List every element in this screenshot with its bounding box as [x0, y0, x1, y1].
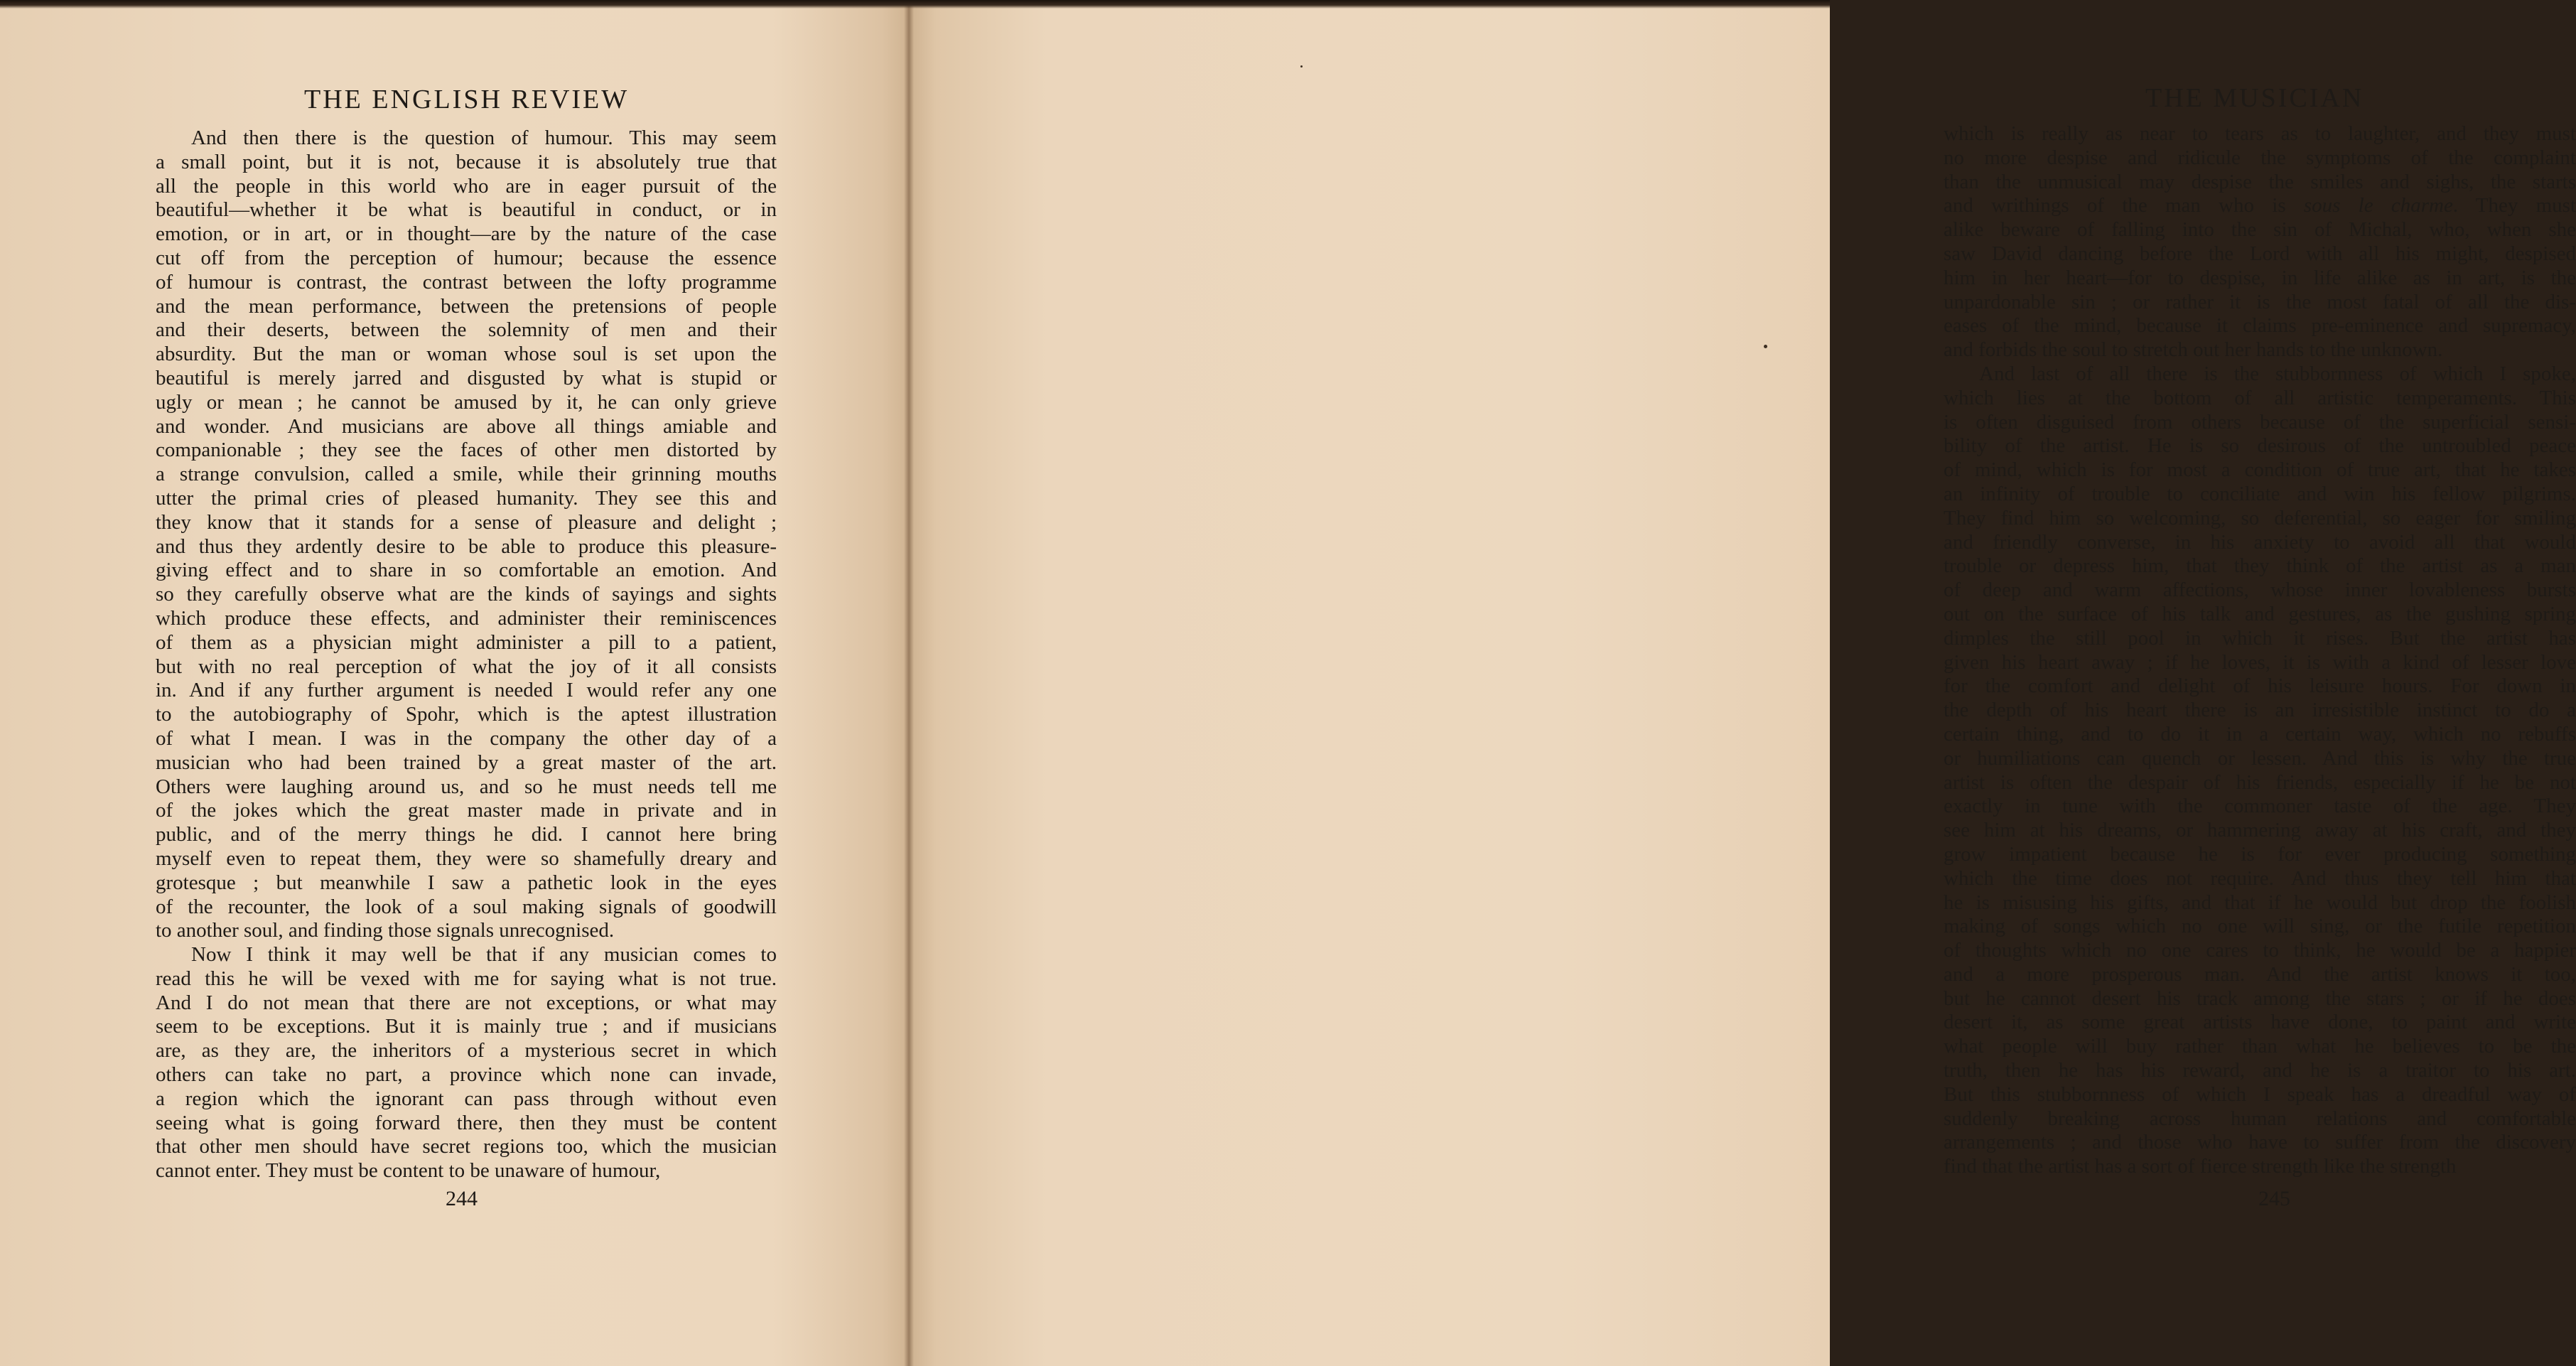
text-line: dimples the still pool in which it rises. But the artist has [1944, 626, 2576, 650]
text-line: seeing what is going forward there, then they must be content [156, 1111, 777, 1134]
text-line: to another soul, and finding those signals unrecognised. [156, 919, 615, 942]
text-line: And then there is the question of humour. This may seem [191, 127, 777, 149]
text-line: eases of the mind, because it claims pre-eminence and supremacy, [1944, 314, 2576, 338]
text-line: an infinity of trouble to conciliate and win his fellow pilgrims. [1944, 482, 2576, 505]
text-line: him in her heart—for to despise, in life alike as in art, is the [1944, 266, 2576, 289]
text-line: and the mean performance, between the pretensions of people [156, 294, 777, 318]
text-line: suddenly breaking across human relations and comfortable [1944, 1107, 2576, 1130]
text-line: no more despise and ridicule the symptoms of the complaint [1944, 146, 2576, 169]
text-line: to the autobiography of Spohr, which is the aptest illustration [156, 703, 777, 726]
text-line: in. And if any further argument is needed I would refer any one [156, 679, 777, 702]
italic-phrase: sous le charme [2303, 194, 2453, 217]
text-line: all the people in this world who are in eager pursuit of the [156, 174, 777, 198]
text-line: out on the surface of his talk and gestures, as the gushing spring [1944, 602, 2576, 625]
text-line: and thus they ardently desire to be able to produce this pleasure- [156, 534, 777, 558]
running-head-left: THE ENGLISH REVIEW [304, 85, 630, 114]
text-line: which produce these effects, and administer their reminiscences [156, 606, 777, 630]
left-text-column [156, 127, 777, 1183]
text-line: ugly or mean ; he cannot be amused by it, he can only grieve [156, 390, 777, 414]
text-line: than the unmusical may despise the smiles and sighs, the starts [1944, 170, 2576, 193]
text-line: They find him so welcoming, so deferential, so eager for smiling [1944, 506, 2576, 529]
text-line: utter the primal cries of pleased humanity. They see this and [156, 486, 777, 510]
text-line: and forbids the soul to stretch out her hands to the unknown. [1944, 338, 2443, 362]
top-edge-shadow [0, 0, 1830, 9]
text-line: they know that it stands for a sense of pleasure and delight ; [156, 510, 777, 534]
text-line: of what I mean. I was in the company the other day of a [156, 726, 777, 750]
text-line: a small point, but it is not, because it is absolutely true that [156, 150, 777, 173]
text-line: but he cannot desert his track among the stars ; or if he does [1944, 986, 2576, 1010]
text-line: making of songs which no one will sing, or the futile repetition [1944, 915, 2576, 938]
text-line: others can take no part, a province which none can invade, [156, 1063, 777, 1087]
text-line: of thoughts which no one cares to think, he would be a happier [1944, 939, 2576, 962]
text-line: unpardonable sin ; or rather it is the most fatal of all the dis- [1944, 290, 2576, 313]
text-line: and a more prosperous man. And the artist knows it too, [1944, 962, 2576, 986]
text-line: beautiful is merely jarred and disgusted by what is stupid or [156, 366, 777, 389]
text-line: cannot enter. They must be content to be unaware of humour, [156, 1159, 661, 1183]
text-line: and friendly converse, in his anxiety to avoid all that would [1944, 530, 2576, 554]
text-line: are, as they are, the inheritors of a mysterious secret in which [156, 1039, 777, 1063]
text-line: a strange convulsion, called a smile, while their grinning mouths [156, 463, 777, 486]
text-line: he is misusing his gifts, and that if he would but drop the foolish [1944, 891, 2576, 914]
text-line: and wonder. And musicians are above all things amiable and [156, 414, 777, 438]
text-line: seem to be exceptions. But it is mainly true ; and if musicians [156, 1015, 777, 1038]
running-head-right: THE MUSICIAN [2145, 83, 2364, 113]
text-line: the depth of his heart there is an irresistible instinct to do a [1944, 699, 2576, 722]
text-line: is often disguised from others because of the superficial sensi- [1944, 410, 2576, 434]
book-gutter [904, 0, 914, 1366]
text-line: for the comfort and delight of his leisure hours. For down in [1944, 674, 2576, 698]
text-line: emotion, or in art, or in thought—are by the nature of the case [156, 222, 777, 246]
text-line: alike beware of falling into the sin of Michal, who, when she [1944, 218, 2576, 242]
page-number-left: 244 [446, 1187, 478, 1210]
text-line: that other men should have secret regions too, which the musician [156, 1135, 777, 1158]
text-line: exactly in tune with the commoner taste of the age. They [1944, 795, 2576, 818]
text-line: and writhings of the man who is sous le charme. They must [1944, 194, 2576, 217]
text-line: truth, then he has his reward, and he is a traitor to his art. [1944, 1059, 2576, 1082]
text-line: beautiful—whether it be what is beautiful in conduct, or in [156, 198, 777, 222]
text-line: and their deserts, between the solemnity of men and their [156, 318, 777, 342]
text-line: which lies at the bottom of all artistic temperaments. This [1944, 386, 2576, 409]
text-line: absurdity. But the man or woman whose soul is set upon the [156, 343, 777, 366]
paper-speck [1764, 345, 1767, 348]
left-page [0, 0, 909, 1366]
text-line: And I do not mean that there are not exceptions, or what may [156, 991, 777, 1014]
text-line: of mind, which is for most a condition of true art, that he takes [1944, 458, 2576, 482]
paper-speck [1300, 65, 1303, 68]
text-line: of humour is contrast, the contrast between the lofty programme [156, 270, 777, 294]
text-line: Now I think it may well be that if any musician comes to [191, 943, 777, 967]
page-number-right: 245 [2258, 1187, 2290, 1210]
right-text-column [1944, 122, 2576, 1179]
text-line: which is really as near to tears as to laughter, and they must [1944, 122, 2576, 145]
text-line: but with no real perception of what the joy of it all consists [156, 655, 777, 678]
text-line: But this stubbornness of which I speak has a dreadful way of [1944, 1082, 2576, 1106]
text-line: giving effect and to share in so comfortable an emotion. And [156, 559, 777, 582]
text-line: what people will buy rather than what he believes to be the [1944, 1035, 2576, 1058]
text-line: of them as a physician might administer a pill to a patient, [156, 630, 777, 654]
text-line: of the recounter, the look of a soul making signals of goodwill [156, 895, 777, 918]
text-line: bility of the artist. He is so desirous of the untroubled peace [1944, 434, 2576, 458]
text-line: public, and of the merry things he did. I cannot here bring [156, 823, 777, 846]
text-line: of the jokes which the great master made in private and in [156, 799, 777, 822]
text-line: grow impatient because he is for ever producing something [1944, 842, 2576, 866]
text-line: cut off from the perception of humour; because the essence [156, 246, 777, 269]
text-line: which the time does not require. And thus they tell him that [1944, 866, 2576, 890]
right-page [909, 0, 2576, 1366]
text-line: trouble or depress him, that they think of the artist as a man [1944, 554, 2576, 578]
text-line: myself even to repeat them, they were so shamefully dreary and [156, 846, 777, 870]
text-line: read this he will be vexed with me for saying what is not true. [156, 967, 777, 990]
text-line: saw David dancing before the Lord with all his might, despised [1944, 242, 2576, 265]
text-line: or humiliations can quench or lessen. And this is why the true [1944, 746, 2576, 770]
text-line: see him at his dreams, or hammering away at his craft, and they [1944, 819, 2576, 842]
text-line: musician who had been trained by a great master of the art. [156, 751, 777, 774]
text-line: find that the artist has a sort of fierce strength like the strength [1944, 1155, 2457, 1178]
text-line: of deep and warm affections, whose inner lovableness bursts [1944, 579, 2576, 602]
text-line: Others were laughing around us, and so he must needs tell me [156, 775, 777, 798]
text-line: given his heart away ; if he loves, it is with a kind of lesser love [1944, 650, 2576, 674]
text-line: desert it, as some great artists have done, to paint and write [1944, 1011, 2576, 1034]
text-line: And last of all there is the stubbornness of which I spoke, [1979, 362, 2576, 385]
text-line: companionable ; they see the faces of other men distorted by [156, 439, 777, 462]
text-line: grotesque ; but meanwhile I saw a pathetic look in the eyes [156, 871, 777, 894]
text-line: artist is often the despair of his friends, especially if he be not [1944, 770, 2576, 794]
text-line: so they carefully observe what are the kinds of sayings and sights [156, 583, 777, 606]
text-line: certain thing, and to do it in a certain way, which no rebuffs [1944, 722, 2576, 746]
text-line: a region which the ignorant can pass through without even [156, 1087, 777, 1110]
text-line: arrangements ; and those who have to suffer from the discovery [1944, 1131, 2576, 1154]
